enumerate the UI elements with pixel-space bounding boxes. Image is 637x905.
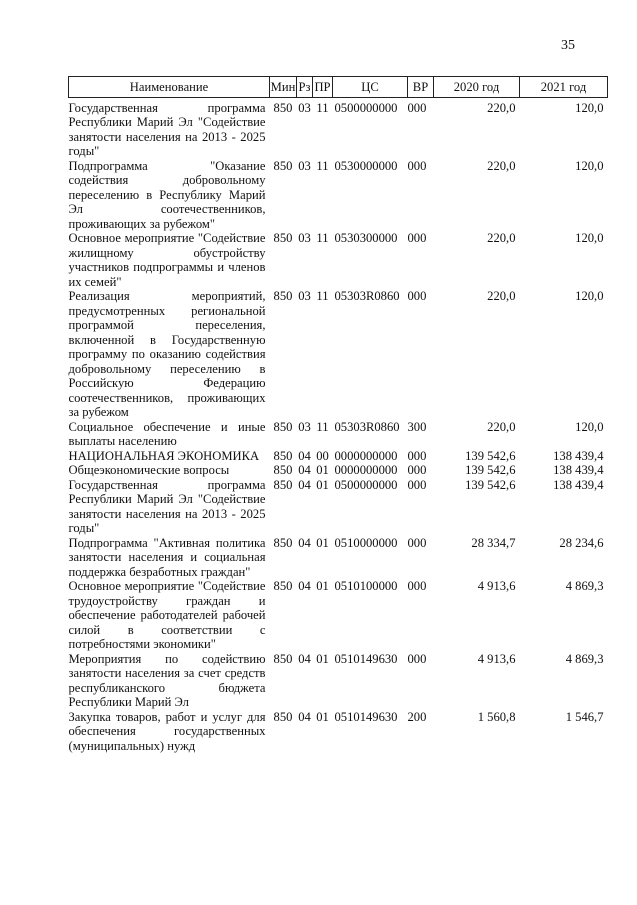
cell-name: Реализация мероприятий, предусмотренных региональной программой переселения, включенной в Государственную программу по оказанию содействия добровольному переселению в Российскую Федерацию соотечественников, проживающих за рубежом — [68, 289, 266, 419]
header-pr: ПР — [313, 77, 333, 98]
cell-pr: 11 — [316, 231, 329, 245]
cell-min: 850 — [273, 535, 293, 550]
table-row — [69, 97, 608, 159]
cell-name: Социальное обеспечение и иные выплаты населению — [68, 419, 266, 448]
cell-rz: 04 — [298, 448, 311, 463]
cell-min: 850 — [273, 651, 293, 666]
cell-vr: 000 — [407, 535, 427, 550]
cell-rz: 04 — [298, 477, 311, 492]
cell-2020: 139 542,6 — [465, 463, 516, 477]
cell-vr: 000 — [407, 463, 427, 477]
table-row — [69, 710, 608, 754]
cell-cs: 0510149630 — [334, 709, 398, 724]
cell-2021: 120,0 — [575, 231, 604, 245]
cell-2020: 4 913,6 — [477, 651, 516, 666]
cell-rz: 04 — [298, 579, 311, 593]
cell-pr: 11 — [316, 419, 329, 434]
header-rz: Рз — [297, 77, 313, 98]
table-row — [69, 463, 608, 478]
cell-cs: 0500000000 — [334, 477, 398, 492]
header-2021: 2021 год — [520, 77, 608, 98]
table-row — [69, 536, 608, 580]
cell-min: 850 — [273, 100, 293, 115]
cell-rz: 03 — [298, 158, 311, 173]
cell-2020: 1 560,8 — [477, 709, 516, 724]
cell-2021: 120,0 — [575, 419, 604, 434]
cell-name: Государственная программа Республики Марий Эл "Содействие занятости населения на 2013 - 2025 годы" — [68, 100, 266, 158]
cell-min: 850 — [273, 419, 293, 434]
cell-rz: 03 — [298, 231, 311, 245]
header-min: Мин — [270, 77, 297, 98]
cell-rz: 04 — [298, 709, 311, 724]
cell-name: Государственная программа Республики Марий Эл "Содействие занятости населения на 2013 - 2025 годы" — [68, 477, 266, 535]
cell-2021: 4 869,3 — [565, 579, 604, 593]
cell-vr: 200 — [407, 709, 427, 724]
cell-pr: 11 — [316, 100, 329, 115]
cell-cs: 05303R0860 — [334, 419, 400, 434]
budget-table — [68, 76, 608, 753]
cell-name: Общеэкономические вопросы — [68, 463, 230, 477]
cell-name: Подпрограмма "Активная политика занятости населения и социальная поддержка безработных граждан" — [68, 535, 266, 579]
cell-cs: 0000000000 — [334, 463, 398, 477]
cell-min: 850 — [273, 289, 293, 303]
cell-min: 850 — [273, 158, 293, 173]
cell-2021: 120,0 — [575, 289, 604, 303]
cell-pr: 11 — [316, 289, 329, 303]
cell-2021: 1 546,7 — [565, 709, 604, 724]
cell-name: Закупка товаров, работ и услуг для обеспечения государственных (муниципальных) нужд — [68, 709, 266, 753]
table-row — [69, 449, 608, 464]
cell-vr: 000 — [407, 448, 427, 463]
cell-2020: 220,0 — [487, 231, 516, 245]
cell-name: Мероприятия по содействию занятости населения за счет средств республиканского бюджета Республики Марий Эл — [68, 651, 266, 709]
table-row — [69, 231, 608, 289]
table-header — [69, 77, 608, 98]
cell-pr: 01 — [316, 477, 329, 492]
table-row — [69, 289, 608, 420]
table-body — [69, 97, 608, 753]
cell-pr: 11 — [316, 158, 329, 173]
cell-min: 850 — [273, 477, 293, 492]
cell-min: 850 — [273, 463, 293, 477]
cell-2021: 120,0 — [575, 100, 604, 115]
header-row — [69, 77, 608, 98]
table-row — [69, 579, 608, 652]
cell-name: Подпрограмма "Оказание содействия добровольному переселению в Республику Марий Эл соотечественников, проживающих за рубежом" — [68, 158, 266, 231]
cell-name: Основное мероприятие "Содействие жилищному обустройству участников подпрограммы и членов их семей" — [68, 231, 266, 289]
header-2020: 2020 год — [434, 77, 520, 98]
cell-cs: 0510149630 — [334, 651, 398, 666]
cell-2021: 138 439,4 — [553, 477, 604, 492]
cell-2020: 28 334,7 — [471, 535, 516, 550]
cell-2021: 28 234,6 — [559, 535, 604, 550]
cell-vr: 000 — [407, 289, 427, 303]
cell-cs: 0500000000 — [334, 100, 398, 115]
cell-rz: 03 — [298, 289, 311, 303]
table-row — [69, 420, 608, 449]
cell-cs: 0530300000 — [334, 231, 398, 245]
cell-rz: 04 — [298, 651, 311, 666]
cell-rz: 04 — [298, 535, 311, 550]
header-name: Наименование — [69, 77, 270, 98]
cell-2020: 139 542,6 — [465, 477, 516, 492]
cell-cs: 0000000000 — [334, 448, 398, 463]
cell-vr: 000 — [407, 477, 427, 492]
cell-rz: 03 — [298, 100, 311, 115]
cell-2020: 4 913,6 — [477, 579, 516, 593]
cell-2020: 220,0 — [487, 100, 516, 115]
cell-pr: 01 — [316, 651, 329, 666]
cell-name: Основное мероприятие "Содействие трудоустройству граждан и обеспечение работодателей рабочей силой в соответствии с потребностями экономики" — [68, 579, 266, 651]
cell-vr: 300 — [407, 419, 427, 434]
cell-cs: 0530000000 — [334, 158, 398, 173]
cell-cs: 05303R0860 — [334, 289, 400, 303]
cell-name: НАЦИОНАЛЬНАЯ ЭКОНОМИКА — [68, 448, 260, 463]
table-row — [69, 478, 608, 536]
cell-2020: 220,0 — [487, 289, 516, 303]
cell-cs: 0510000000 — [334, 535, 398, 550]
header-cs: ЦС — [333, 77, 408, 98]
cell-vr: 000 — [407, 231, 427, 245]
cell-rz: 03 — [298, 419, 311, 434]
cell-pr: 00 — [316, 448, 329, 463]
cell-pr: 01 — [316, 709, 329, 724]
cell-2020: 220,0 — [487, 419, 516, 434]
table-row — [69, 652, 608, 710]
cell-min: 850 — [273, 448, 293, 463]
cell-vr: 000 — [407, 100, 427, 115]
page-number: 35 — [561, 38, 575, 53]
header-vr: ВР — [408, 77, 434, 98]
cell-min: 850 — [273, 579, 293, 593]
cell-2021: 138 439,4 — [553, 463, 604, 477]
cell-pr: 01 — [316, 463, 329, 477]
cell-vr: 000 — [407, 579, 427, 593]
table-row — [69, 159, 608, 232]
cell-cs: 0510100000 — [334, 579, 398, 593]
cell-pr: 01 — [316, 535, 329, 550]
cell-min: 850 — [273, 709, 293, 724]
cell-vr: 000 — [407, 158, 427, 173]
cell-rz: 04 — [298, 463, 311, 477]
cell-2021: 4 869,3 — [565, 651, 604, 666]
cell-pr: 01 — [316, 579, 329, 593]
cell-2020: 220,0 — [487, 158, 516, 173]
cell-2021: 138 439,4 — [553, 448, 604, 463]
cell-vr: 000 — [407, 651, 427, 666]
cell-min: 850 — [273, 231, 293, 245]
cell-2021: 120,0 — [575, 158, 604, 173]
cell-2020: 139 542,6 — [465, 448, 516, 463]
